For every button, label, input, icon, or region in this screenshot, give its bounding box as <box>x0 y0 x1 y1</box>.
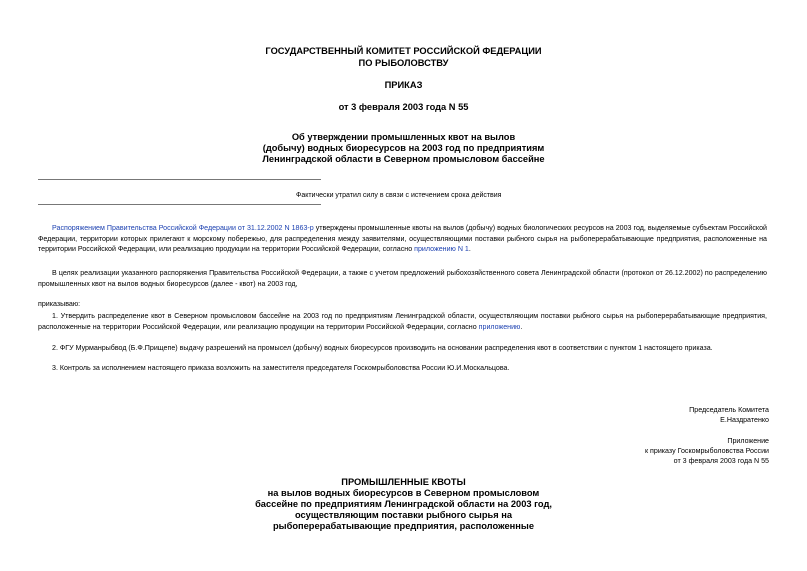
order-item-1-text: 1. Утвердить распределение квот в Северном промысловом бассейне на 2003 год по предприятиям Ленинградской области, осуществляющим поставки рыбного сырья на рыбоперерабатывающие предприятия, расположенные на территории Российской Федерации, или реализацию продукции на территории Российской Федерации, согласно <box>38 312 767 331</box>
appendix-title-line3: бассейне по предприятиям Ленинградской области на 2003 год, <box>255 499 552 509</box>
status-note: Фактически утратил силу в связи с истечением срока действия <box>296 192 502 199</box>
paragraph-preamble <box>38 223 767 255</box>
signature-name: Е.Наздратенко <box>720 416 769 424</box>
paragraph-preamble-text: утверждены промышленные квоты на вылов (добычу) водных биологических ресурсов на 2003 год, выделяемые субъектам Российской Федерации, территории которых прилегают к морскому побережью, для распределения между заявителями, осуществляющими поставки рыбного сырья на рыбоперерабатывающие предприятия, расположенные на территории Российской Федерации, или реализацию продукции на территории Российской Федерации, согласно <box>38 224 767 253</box>
orders-label: приказываю: <box>38 300 81 308</box>
appendix-title-line2: на вылов водных биоресурсов в Северном промысловом <box>267 488 540 498</box>
appendix-title-line1: ПРОМЫШЛЕННЫЕ КВОТЫ <box>341 477 466 487</box>
divider-bottom <box>38 204 321 205</box>
appendix-ref-line1: Приложение <box>727 437 769 445</box>
government-order-link[interactable]: Распоряжением Правительства Российской Федерации от 31.12.2002 N 1863-р <box>52 224 314 232</box>
doc-title-line2: (добычу) водных биоресурсов на 2003 год по предприятиям <box>262 143 545 153</box>
agency-name-line1: ГОСУДАРСТВЕННЫЙ КОМИТЕТ РОССИЙСКОЙ ФЕДЕРАЦИИ <box>265 46 542 56</box>
appendix-ref-line3: от 3 февраля 2003 года N 55 <box>673 457 769 465</box>
appendix-title-line5: рыбоперерабатывающие предприятия, расположенные <box>272 521 534 531</box>
doc-title-line3: Ленинградской области в Северном промысловом бассейне <box>262 154 545 164</box>
doc-date-number: от 3 февраля 2003 года N 55 <box>338 102 469 112</box>
signature-position: Председатель Комитета <box>689 406 769 414</box>
agency-name-line2: ПО РЫБОЛОВСТВУ <box>358 58 449 68</box>
appendix-title-line4: осуществляющим поставки рыбного сырья на <box>294 510 513 520</box>
paragraph-purpose: В целях реализации указанного распоряжения Правительства Российской Федерации, а также с учетом предложений рыбохозяйственного совета Ленинградской области (протокол от 26.12.2002) по распределению промышленных квот на вылов водных биоресурсов (далее - квот) на 2003 год, <box>38 269 767 288</box>
order-item-2: 2. ФГУ Мурманрыбвод (Б.Ф.Прищепе) выдачу разрешений на промысел (добычу) водных биоресурсов производить на основании распределения квот в соответствии с пунктом 1 настоящего приказа. <box>52 344 713 352</box>
order-item-1 <box>38 311 767 332</box>
appendix-link[interactable]: приложению <box>478 322 521 331</box>
appendix-1-link[interactable]: приложению N 1 <box>414 245 469 253</box>
divider-top <box>38 179 321 180</box>
paragraph-preamble-end: . <box>468 245 471 253</box>
order-item-3: 3. Контроль за исполнением настоящего приказа возложить на заместителя председателя Госкомрыболовства России Ю.И.Москальцова. <box>52 364 510 372</box>
doc-type: ПРИКАЗ <box>384 80 423 90</box>
appendix-ref-line2: к приказу Госкомрыболовства России <box>644 447 769 455</box>
doc-title-line1: Об утверждении промышленных квот на вылов <box>291 132 516 142</box>
order-item-1-end: . <box>520 322 523 331</box>
